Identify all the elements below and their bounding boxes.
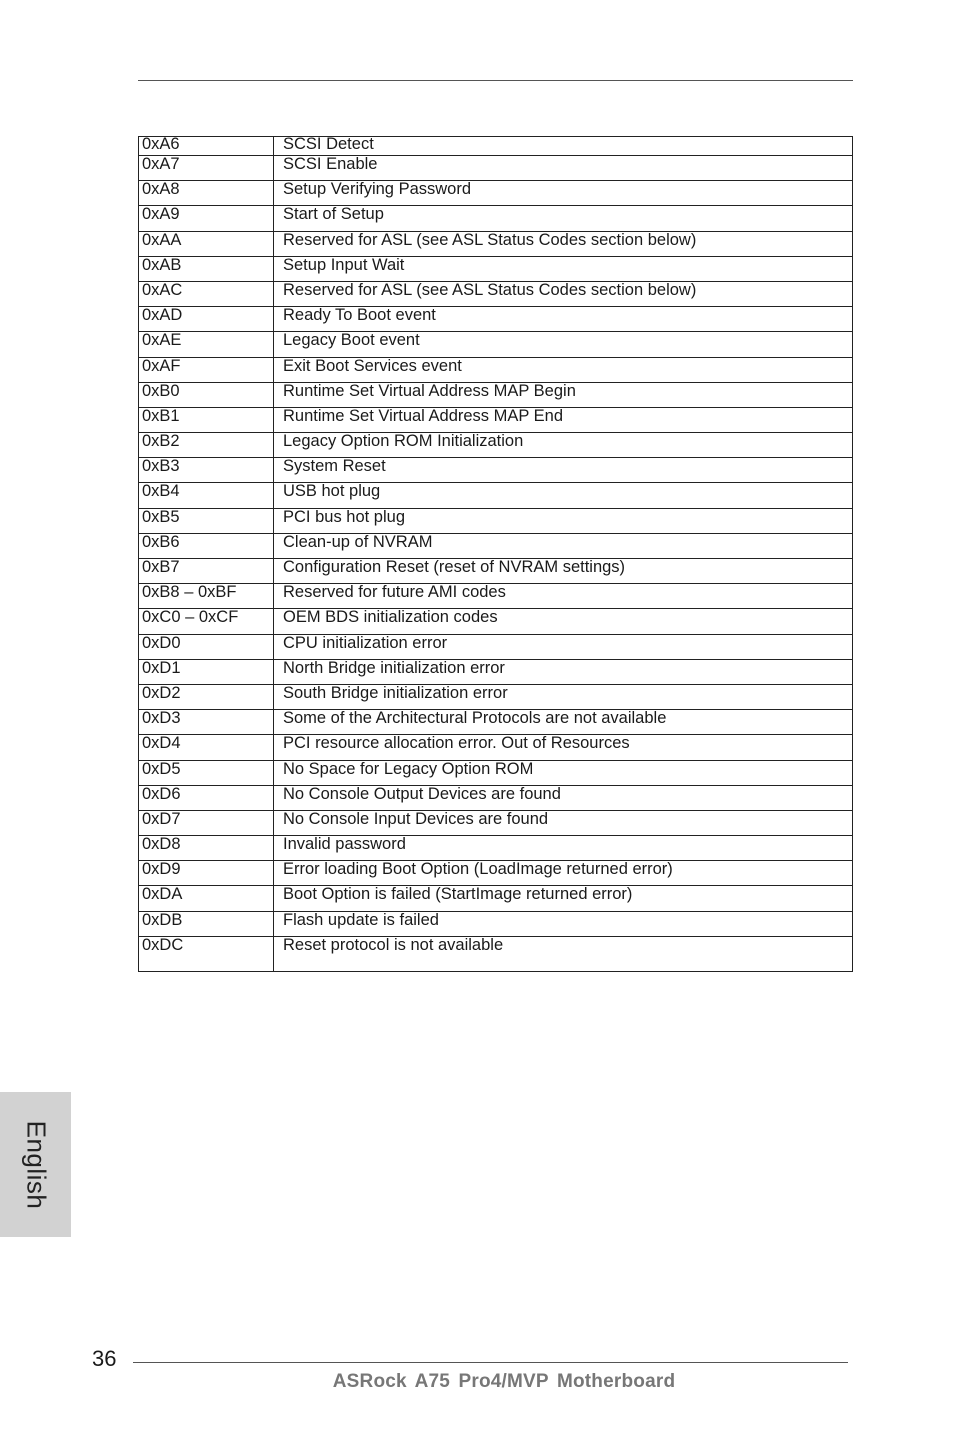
description-cell: Start of Setup [274, 206, 853, 231]
code-cell: 0xD5 [139, 760, 274, 785]
description-cell: Some of the Architectural Protocols are not available [274, 710, 853, 735]
header-rule [138, 80, 853, 81]
table-row [139, 609, 853, 634]
code-cell: 0xAA [139, 231, 274, 256]
table-row [139, 684, 853, 709]
description-cell: SCSI Detect [274, 137, 853, 156]
code-cell: 0xB6 [139, 533, 274, 558]
code-cell: 0xA6 [139, 137, 274, 156]
description-cell: PCI resource allocation error. Out of Resources [274, 735, 853, 760]
description-cell: Boot Option is failed (StartImage returned error) [274, 886, 853, 911]
table-row [139, 256, 853, 281]
code-cell: 0xDC [139, 936, 274, 971]
table-row [139, 357, 853, 382]
code-cell: 0xB0 [139, 382, 274, 407]
footer-rule [133, 1362, 848, 1363]
table-row [139, 911, 853, 936]
code-cell: 0xA7 [139, 156, 274, 181]
table-row [139, 332, 853, 357]
description-cell: Reserved for ASL (see ASL Status Codes section below) [274, 231, 853, 256]
code-cell: 0xD0 [139, 634, 274, 659]
table-row [139, 785, 853, 810]
table-row [139, 483, 853, 508]
table-row [139, 559, 853, 584]
description-cell: Reserved for ASL (see ASL Status Codes section below) [274, 281, 853, 306]
code-cell: 0xD1 [139, 659, 274, 684]
table-row [139, 634, 853, 659]
table-row [139, 181, 853, 206]
table-row [139, 231, 853, 256]
code-cell: 0xAC [139, 281, 274, 306]
description-cell: Legacy Option ROM Initialization [274, 433, 853, 458]
code-cell: 0xDB [139, 911, 274, 936]
code-cell: 0xB7 [139, 559, 274, 584]
table-row [139, 936, 853, 971]
table-row [139, 760, 853, 785]
code-cell: 0xD9 [139, 861, 274, 886]
description-cell: Ready To Boot event [274, 307, 853, 332]
table-row [139, 735, 853, 760]
description-cell: Setup Verifying Password [274, 181, 853, 206]
table-row [139, 533, 853, 558]
description-cell: USB hot plug [274, 483, 853, 508]
table-row [139, 458, 853, 483]
table-row [139, 433, 853, 458]
table-row [139, 886, 853, 911]
code-cell: 0xD6 [139, 785, 274, 810]
description-cell: Invalid password [274, 836, 853, 861]
code-cell: 0xB1 [139, 407, 274, 432]
description-cell: No Space for Legacy Option ROM [274, 760, 853, 785]
code-cell: 0xB2 [139, 433, 274, 458]
table-row [139, 810, 853, 835]
code-cell: 0xAF [139, 357, 274, 382]
table-row [139, 710, 853, 735]
description-cell: Setup Input Wait [274, 256, 853, 281]
table-row [139, 508, 853, 533]
description-cell: PCI bus hot plug [274, 508, 853, 533]
code-cell: 0xC0 – 0xCF [139, 609, 274, 634]
description-cell: CPU initialization error [274, 634, 853, 659]
table-row [139, 281, 853, 306]
code-cell: 0xAE [139, 332, 274, 357]
description-cell: Clean-up of NVRAM [274, 533, 853, 558]
description-cell: System Reset [274, 458, 853, 483]
code-cell: 0xB8 – 0xBF [139, 584, 274, 609]
code-cell: 0xDA [139, 886, 274, 911]
description-cell: North Bridge initialization error [274, 659, 853, 684]
code-cell: 0xD7 [139, 810, 274, 835]
code-cell: 0xAB [139, 256, 274, 281]
table-row [139, 382, 853, 407]
code-cell: 0xA8 [139, 181, 274, 206]
description-cell: Flash update is failed [274, 911, 853, 936]
description-cell: OEM BDS initialization codes [274, 609, 853, 634]
table-row [139, 659, 853, 684]
description-cell: Error loading Boot Option (LoadImage returned error) [274, 861, 853, 886]
description-cell: Reserved for future AMI codes [274, 584, 853, 609]
description-cell: No Console Output Devices are found [274, 785, 853, 810]
table-row [139, 584, 853, 609]
code-cell: 0xD3 [139, 710, 274, 735]
table-row [139, 307, 853, 332]
code-cell: 0xA9 [139, 206, 274, 231]
description-cell: No Console Input Devices are found [274, 810, 853, 835]
code-cell: 0xB3 [139, 458, 274, 483]
description-cell: SCSI Enable [274, 156, 853, 181]
table-row [139, 836, 853, 861]
description-cell: South Bridge initialization error [274, 684, 853, 709]
page-number: 36 [92, 1346, 117, 1371]
code-cell: 0xD2 [139, 684, 274, 709]
post-code-table-body [139, 137, 853, 972]
language-tab [0, 1092, 71, 1237]
code-cell: 0xB5 [139, 508, 274, 533]
description-cell: Runtime Set Virtual Address MAP End [274, 407, 853, 432]
code-cell: 0xAD [139, 307, 274, 332]
table-row [139, 861, 853, 886]
description-cell: Configuration Reset (reset of NVRAM settings) [274, 559, 853, 584]
code-cell: 0xB4 [139, 483, 274, 508]
code-cell: 0xD8 [139, 836, 274, 861]
table-row [139, 407, 853, 432]
description-cell: Runtime Set Virtual Address MAP Begin [274, 382, 853, 407]
language-tab-label: English [21, 1120, 51, 1209]
description-cell: Exit Boot Services event [274, 357, 853, 382]
table-row [139, 137, 853, 156]
description-cell: Legacy Boot event [274, 332, 853, 357]
footer-title: ASRock A75 Pro4/MVP Motherboard [332, 1371, 676, 1392]
table-row [139, 156, 853, 181]
description-cell: Reset protocol is not available [274, 936, 853, 971]
code-cell: 0xD4 [139, 735, 274, 760]
post-code-table [138, 136, 853, 972]
table-row [139, 206, 853, 231]
